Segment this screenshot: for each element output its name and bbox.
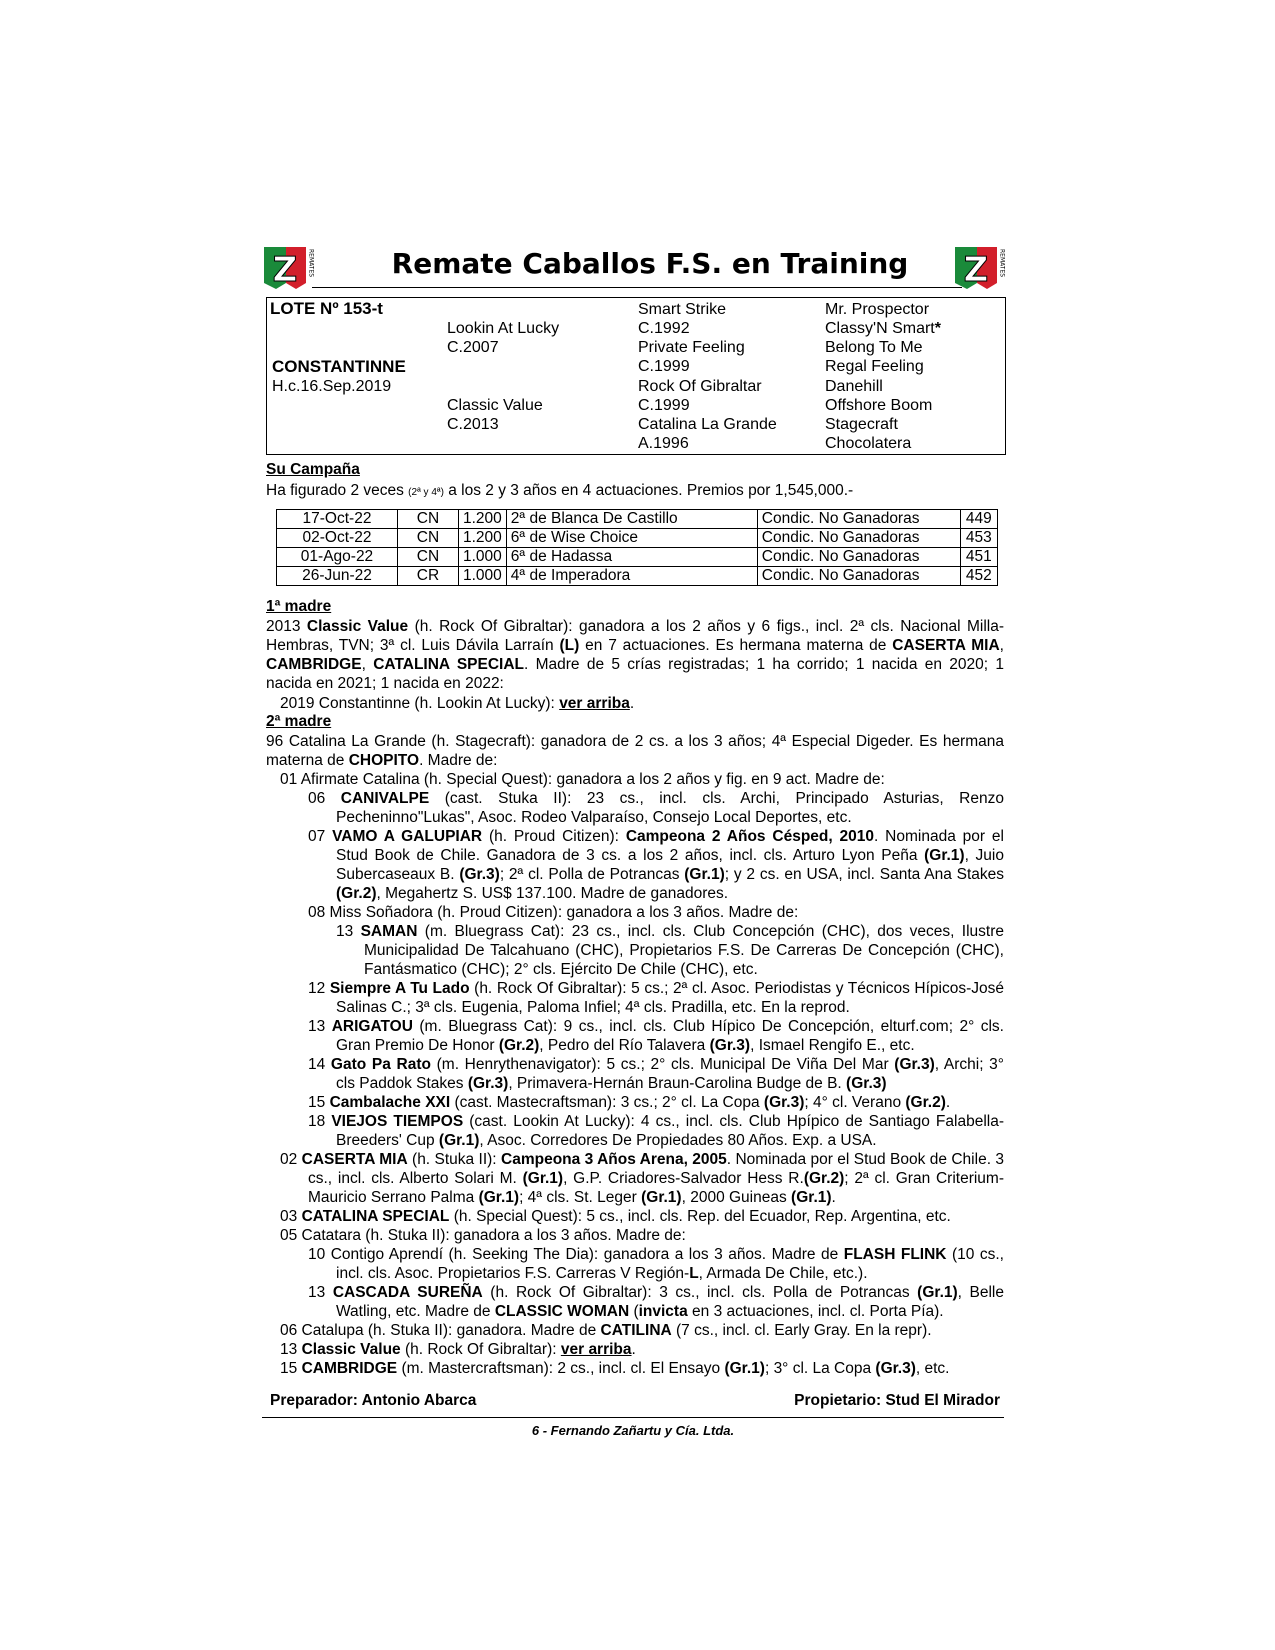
campaign-cell: Condic. No Ganadoras <box>757 548 960 567</box>
text-run: (h. Proud Citizen): <box>482 828 626 845</box>
text-run: ; 2ª cl. Polla de Potrancas <box>499 866 685 883</box>
campaign-cell: 6ª de Hadassa <box>506 548 757 567</box>
text-run: (h. Rock Of Gibraltar): <box>400 1341 561 1358</box>
text-run: VAMO A GALUPIAR <box>332 828 483 845</box>
text-run: 2013 <box>266 618 307 635</box>
madre1-heading: 1ª madre <box>266 598 332 615</box>
text-run: CAMBRIDGE <box>301 1360 398 1377</box>
text-run: (cast. Mastecraftsman): 3 cs.; 2° cl. La Copa <box>450 1094 764 1111</box>
campaign-cell: CN <box>398 548 459 567</box>
madre2-entry <box>266 1321 1004 1340</box>
text-run: 02 <box>280 1151 302 1168</box>
gen2-item: Smart Strike <box>638 301 727 318</box>
gen2-item: A.1996 <box>638 435 689 452</box>
ver-arriba-link[interactable]: ver arriba <box>559 695 630 712</box>
text-run: (Gr.2) <box>803 1170 845 1187</box>
gen3-item: Belong To Me <box>825 339 923 356</box>
text-run: (Gr.1) <box>917 1284 958 1301</box>
campaign-cell: Condic. No Ganadoras <box>757 567 960 586</box>
svg-text:Z: Z <box>272 250 298 290</box>
horse-name: CONSTANTINNE <box>272 357 406 376</box>
text-run: (Gr.3) <box>875 1360 916 1377</box>
madre1-offspring <box>280 694 1004 713</box>
campaign-cell: 1.000 <box>459 548 507 567</box>
text-run: (7 cs., incl. cl. Early Gray. En la repr). <box>671 1322 932 1339</box>
text-run: (Gr.3) <box>894 1056 935 1073</box>
madre2-entry <box>266 1112 1004 1150</box>
text-run: . <box>945 1094 951 1111</box>
page-title: Remate Caballos F.S. en Training <box>391 247 909 280</box>
campaign-table <box>276 509 998 586</box>
svg-text:REMATES: REMATES <box>307 249 314 278</box>
text-run: , 2000 Guineas <box>681 1189 792 1206</box>
madre2-entry <box>266 1359 1004 1378</box>
text-run: (h. Rock Of Gibraltar): ganadora a los 2 años y 6 figs., incl. 2ª cls. Nacional Milla-Hembras, TVN; 3ª cl. Luis Dávila Larraín <box>266 618 1004 654</box>
text-run: 05 Catatara (h. Stuka II): ganadora a los 3 años. Madre de: <box>280 1227 686 1244</box>
text-run: (h. Rock Of Gibraltar): 3 cs., incl. cls. Polla de Potrancas <box>482 1284 918 1301</box>
text-run: . Madre de 5 crías registradas; 1 ha corrido; 1 nacida en 2020; 1 nacida en 2021; 1 nacida en 2022: <box>266 656 1004 692</box>
text-run: . Nominada por el Stud Book de Chile. Ganadora de 3 cs. a los 2 años, incl. cls. Arturo Lyon Peña <box>336 828 1004 864</box>
text-run: (m. Bluegrass Cat): 23 cs., incl. cls. Club Concepción (CHC), dos veces, Ilustre Municipalidad De Talcahuano (CHC), Propietarios F.S. De Carreras De Concepción (CHC), Fantásmatico (CHC); 2° cls. Ejército De Chile (CHC), etc. <box>364 923 1004 978</box>
text-run: (cast. Stuka II): 23 cs., incl. cls. Archi, Principado Asturias, Renzo Pecheninno"Lukas", Asoc. Rodeo Valparaíso, Consejo Local Deportes, etc. <box>336 790 1004 826</box>
text-run: . <box>631 1341 636 1358</box>
gen3-item: Offshore Boom <box>825 397 933 414</box>
text-run: 13 <box>308 1018 332 1035</box>
text-run: 13 <box>280 1341 302 1358</box>
campaign-summary: Ha figurado 2 veces (2ª y 4ª) a los 2 y 3 años en 4 actuaciones. Premios por 1,545,000.- <box>266 482 854 499</box>
madre2-entry <box>266 1340 1004 1359</box>
text-run: 13 <box>308 1284 333 1301</box>
text-run: , G.P. Criadores-Salvador Hess R. <box>563 1170 804 1187</box>
madre2-entry <box>266 1207 1004 1226</box>
text-run: (Gr.3) <box>467 1075 509 1092</box>
text-run: . Madre de: <box>419 752 498 769</box>
text-run: VIEJOS TIEMPOS <box>331 1113 464 1130</box>
campaign-cell: 1.000 <box>459 567 507 586</box>
text-run: (Gr.1) <box>924 847 965 864</box>
text-run: 01 Afirmate Catalina (h. Special Quest): ganadora a los 2 años y fig. en 9 act. Madre de: <box>280 771 885 788</box>
text-run: 96 Catalina La Grande (h. Stagecraft): ganadora de 2 cs. a los 3 años; 4ª Especial Digeder. Es hermana materna de <box>266 733 1004 769</box>
campaign-cell: Condic. No Ganadoras <box>757 529 960 548</box>
svg-text:REMATES: REMATES <box>998 249 1005 278</box>
text-run: CANIVALPE <box>340 790 430 807</box>
text-run: , Juio Subercaseaux B. <box>336 847 1004 883</box>
campaign-cell: 1.200 <box>459 529 507 548</box>
text-run: (Gr.3) <box>459 866 500 883</box>
campaign-cell: 1.200 <box>459 510 507 529</box>
text-run: (Gr.2) <box>905 1094 946 1111</box>
text-run: CLASSIC WOMAN <box>494 1303 630 1320</box>
text-run: (Gr.1) <box>641 1189 682 1206</box>
title-divider <box>312 287 962 288</box>
text-run: , <box>361 656 374 673</box>
text-run: (L) <box>559 637 580 654</box>
gen2-item: Catalina La Grande <box>638 416 777 433</box>
madre2-entry <box>266 1283 1004 1321</box>
gen3-item: Stagecraft <box>825 416 898 433</box>
text-run: CATILINA <box>600 1322 672 1339</box>
text-run: , Megahertz S. US$ 137.100. Madre de ganadores. <box>376 885 729 902</box>
madre2-entry <box>266 789 1004 827</box>
sire-name: Lookin At Lucky <box>447 320 560 337</box>
campaign-heading: Su Campaña <box>266 461 360 478</box>
text-run: 03 <box>280 1208 302 1225</box>
text-run: , Armada De Chile, etc.). <box>698 1265 868 1282</box>
text-run: (m. Henrythenavigator): 5 cs.; 2° cls. Municipal De Viña Del Mar <box>430 1056 895 1073</box>
gen2-item: C.1992 <box>638 320 690 337</box>
gen3-item: Chocolatera <box>825 435 912 452</box>
text-run: invicta <box>638 1303 688 1320</box>
gen3-item: Mr. Prospector <box>825 301 930 318</box>
text-run: FLASH FLINK <box>843 1246 947 1263</box>
text-run: 06 <box>308 790 341 807</box>
text-run: (h. Rock Of Gibraltar): 5 cs.; 2ª cl. Asoc. Periodistas y Técnicos Hípicos-José Salinas C.; 3ª cls. Eugenia, Paloma Infiel; 4ª cls. Pradilla, etc. En la reprod. <box>336 980 1004 1016</box>
text-run: (Gr.3) <box>709 1037 751 1054</box>
text-run: (10 cs., incl. cls. Asoc. Propietarios F.S. Carreras V Región- <box>336 1246 1004 1282</box>
campaign-row <box>277 567 998 586</box>
ver-arriba-link[interactable]: ver arriba <box>560 1341 632 1358</box>
text-run: CHOPITO <box>348 752 420 769</box>
text-run: L <box>689 1265 699 1282</box>
text-run: CASERTA MIA <box>892 637 1000 654</box>
campaign-row <box>277 510 998 529</box>
text-run: , <box>999 637 1004 654</box>
remates-logo-right-icon <box>953 243 1005 291</box>
text-run: CASCADA SUREÑA <box>332 1284 483 1301</box>
campaign-cell: 17-Oct-22 <box>277 510 398 529</box>
text-run: ; 2ª cl. Gran Criterium-Mauricio Serrano Palma <box>308 1170 1004 1206</box>
text-run: (cast. Lookin At Lucky): 4 cs., incl. cls. Club Hpípico de Santiago Falabella-Breeders' Cup <box>336 1113 1004 1149</box>
madre2-section <box>266 732 1004 1378</box>
text-run: 15 <box>308 1094 330 1111</box>
text-run: ARIGATOU <box>331 1018 413 1035</box>
text-run: . <box>831 1189 836 1206</box>
text-run: 07 <box>308 828 333 845</box>
campaign-cell: CN <box>398 510 459 529</box>
gen3-item: Danehill <box>825 378 883 395</box>
text-run: (m. Mastercraftsman): 2 cs., incl. cl. El Ensayo <box>397 1360 725 1377</box>
gen3-item: Regal Feeling <box>825 358 924 375</box>
text-run: (Gr.1) <box>724 1360 765 1377</box>
gen2-item: C.1999 <box>638 358 690 375</box>
text-run: Classic Value <box>306 618 409 635</box>
text-run: SAMAN <box>360 923 418 940</box>
campaign-cell: CR <box>398 567 459 586</box>
madre2-entry <box>266 732 1004 770</box>
text-run: , Pedro del Río Talavera <box>539 1037 710 1054</box>
madre2-entry <box>266 1093 1004 1112</box>
text-run: (Gr.1) <box>478 1189 520 1206</box>
text-run: 15 <box>280 1360 302 1377</box>
text-run: (Gr.1) <box>684 866 725 883</box>
text-run: 2019 Constantinne (h. Lookin At Lucky): <box>280 695 560 712</box>
text-run: , etc. <box>915 1360 950 1377</box>
madre2-entry <box>266 922 1004 979</box>
madre2-entry <box>266 1226 1004 1245</box>
text-run: 18 <box>308 1113 332 1130</box>
text-run: CATALINA SPECIAL <box>373 656 525 673</box>
text-run: (Gr.2) <box>498 1037 540 1054</box>
text-run: (Gr.1) <box>791 1189 832 1206</box>
text-run: (m. Bluegrass Cat): 9 cs., incl. cls. Club Hípico De Concepción, elturf.com; 2° cls. Gran Premio De Honor <box>336 1018 1004 1054</box>
text-run: Cambalache XXI <box>329 1094 451 1111</box>
text-run: 10 Contigo Aprendí (h. Seeking The Dia): ganadora a los 3 años. Madre de <box>308 1246 844 1263</box>
lote-number: LOTE Nº 153-t <box>270 299 383 318</box>
campaign-cell: 2ª de Blanca De Castillo <box>506 510 757 529</box>
sire-year: C.2007 <box>447 339 499 356</box>
dam-year: C.2013 <box>447 416 499 433</box>
text-run: Campeona 2 Años Césped, 2010 <box>625 828 875 845</box>
campaign-cell: 452 <box>960 567 997 586</box>
text-run: 13 <box>336 923 361 940</box>
page-footer: 6 - Fernando Zañartu y Cía. Ltda. <box>531 1423 735 1438</box>
text-run: ; 3° cl. La Copa <box>764 1360 876 1377</box>
text-run: (Gr.1) <box>522 1170 564 1187</box>
campaign-cell: Condic. No Ganadoras <box>757 510 960 529</box>
campaign-row <box>277 529 998 548</box>
footer-divider <box>262 1417 1004 1418</box>
remates-logo-left-icon <box>262 243 314 291</box>
text-run: . Nominada por el Stud Book de Chile. 3 cs., incl. cls. Alberto Solari M. <box>308 1151 1005 1187</box>
campaign-cell: 02-Oct-22 <box>277 529 398 548</box>
text-run: en 7 actuaciones. Es hermana materna de <box>579 637 893 654</box>
madre2-entry <box>266 1245 1004 1283</box>
text-run: (Gr.3) <box>763 1094 805 1111</box>
madre2-heading: 2ª madre <box>266 713 332 730</box>
text-run: CAMBRIDGE <box>266 656 362 673</box>
text-run: ; 4ª cls. St. Leger <box>519 1189 642 1206</box>
madre2-entry <box>266 1017 1004 1055</box>
campaign-cell: 453 <box>960 529 997 548</box>
text-run: , Archi; 3° cls Paddok Stakes <box>336 1056 1004 1092</box>
text-run: Classic Value <box>301 1341 401 1358</box>
text-run: , Ismael Rengifo E., etc. <box>750 1037 915 1054</box>
text-run: . <box>629 695 635 712</box>
campaign-cell: 01-Ago-22 <box>277 548 398 567</box>
text-run: (Gr.1) <box>438 1132 480 1149</box>
madre2-entry <box>266 1055 1004 1093</box>
campaign-cell: 4ª de Imperadora <box>506 567 757 586</box>
madre2-entry <box>266 827 1004 903</box>
horse-info: H.c.16.Sep.2019 <box>272 378 392 395</box>
madre1-paragraph <box>266 617 1004 693</box>
text-run: Siempre A Tu Lado <box>329 980 470 997</box>
propietario-text: Propietario: Stud El Mirador <box>794 1392 1000 1409</box>
dam-name: Classic Value <box>447 397 543 414</box>
madre2-entry <box>266 770 1004 789</box>
text-run: CATALINA SPECIAL <box>301 1208 450 1225</box>
text-run: CASERTA MIA <box>301 1151 408 1168</box>
text-run: (h. Special Quest): 5 cs., incl. cls. Rep. del Ecuador, Rep. Argentina, etc. <box>449 1208 951 1225</box>
madre2-entry <box>266 979 1004 1017</box>
gen3-item: Classy'N Smart* <box>825 320 941 337</box>
text-run: 12 <box>308 980 330 997</box>
text-run: Campeona 3 Años Arena, 2005 <box>501 1151 727 1168</box>
campaign-cell: 449 <box>960 510 997 529</box>
campaign-cell: CN <box>398 529 459 548</box>
text-run: en 3 actuaciones, incl. cl. Porta Pía). <box>687 1303 944 1320</box>
gen2-item: Private Feeling <box>638 339 745 356</box>
text-run: , Asoc. Corredores De Propiedades 80 Años. Exp. a USA. <box>479 1132 877 1149</box>
text-run: ; y 2 cs. en USA, incl. Santa Ana Stakes <box>724 866 1004 883</box>
gen2-item: Rock Of Gibraltar <box>638 378 762 395</box>
text-run: 08 Miss Soñadora (h. Proud Citizen): ganadora a los 3 años. Madre de: <box>308 904 799 921</box>
campaign-cell: 26-Jun-22 <box>277 567 398 586</box>
campaign-cell: 6ª de Wise Choice <box>506 529 757 548</box>
text-run: 14 <box>308 1056 331 1073</box>
gen2-item: C.1999 <box>638 397 690 414</box>
text-run: (Gr.2) <box>336 885 377 902</box>
preparador-text: Preparador: Antonio Abarca <box>270 1392 477 1409</box>
campaign-cell: 451 <box>960 548 997 567</box>
madre2-entry <box>266 903 1004 922</box>
text-run: ( <box>629 1303 639 1320</box>
text-run: , Belle Watling, etc. Madre de <box>336 1284 1004 1320</box>
text-run: Gato Pa Rato <box>330 1056 431 1073</box>
text-run: (h. Stuka II): <box>407 1151 502 1168</box>
text-run: ; 4° cl. Verano <box>804 1094 906 1111</box>
text-run: (Gr.3) <box>846 1075 887 1092</box>
svg-text:Z: Z <box>963 250 989 290</box>
text-run: 06 Catalupa (h. Stuka II): ganadora. Madre de <box>280 1322 601 1339</box>
text-run: , Primavera-Hernán Braun-Carolina Budge de B. <box>508 1075 847 1092</box>
madre2-entry <box>266 1150 1004 1207</box>
campaign-row <box>277 548 998 567</box>
